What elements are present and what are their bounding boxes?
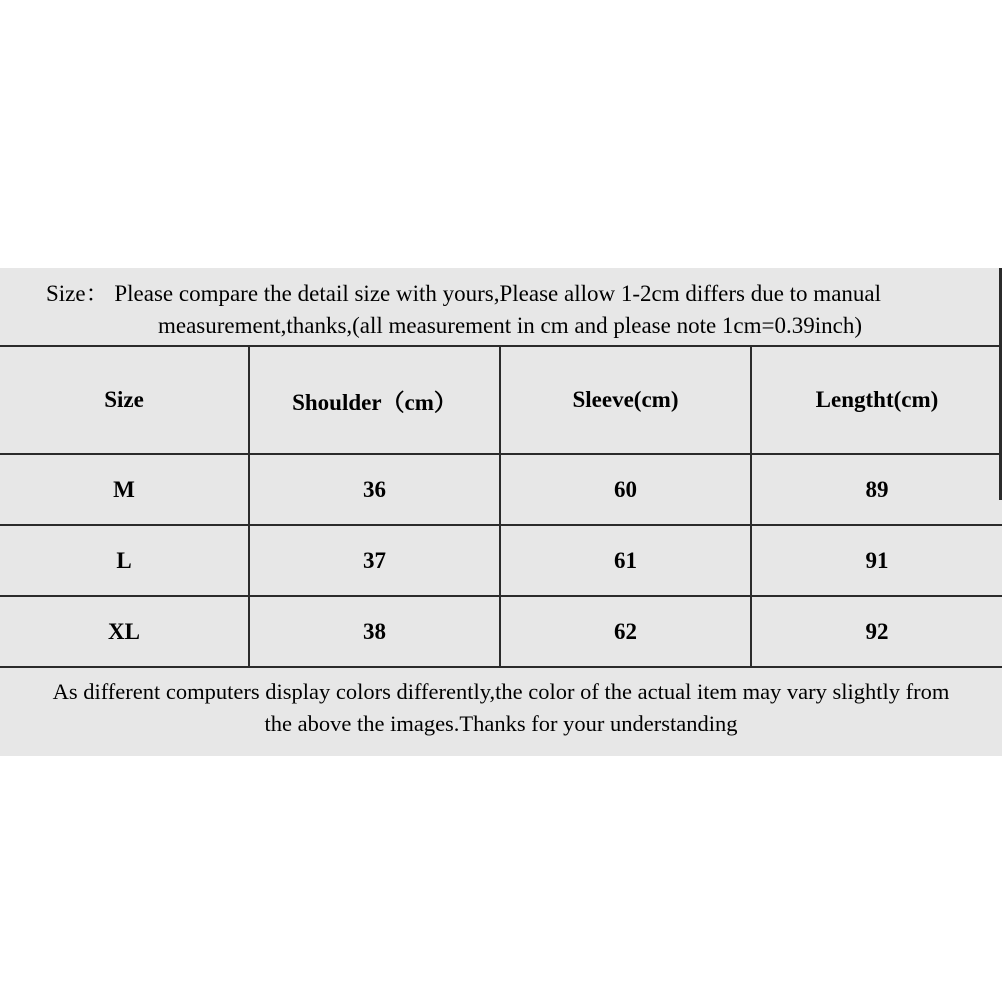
intro-text-1: Please compare the detail size with yours,Please allow 1-2cm differs due to manual	[114, 281, 882, 306]
size-chart-sheet	[0, 268, 1002, 756]
cell-length: 91	[751, 525, 1002, 596]
column-header-length: Lengtht(cm)	[751, 346, 1002, 454]
cell-size: M	[0, 454, 249, 525]
cell-shoulder: 37	[249, 525, 500, 596]
disclaimer-note	[0, 668, 1002, 756]
disclaimer-line-2: the above the images.Thanks for your understanding	[264, 711, 738, 737]
column-header-sleeve: Sleeve(cm)	[500, 346, 751, 454]
size-table	[0, 345, 1002, 668]
cell-sleeve: 61	[500, 525, 751, 596]
table-row	[0, 454, 1002, 525]
cell-size: L	[0, 525, 249, 596]
cell-length: 92	[751, 596, 1002, 667]
cell-sleeve: 60	[500, 454, 751, 525]
cell-length: 89	[751, 454, 1002, 525]
intro-line-1	[12, 278, 990, 310]
intro-note	[0, 268, 1002, 345]
table-row	[0, 596, 1002, 667]
disclaimer-line-1: As different computers display colors differently,the color of the actual item may vary slightly from	[52, 679, 950, 705]
cell-shoulder: 36	[249, 454, 500, 525]
table-header-row	[0, 346, 1002, 454]
table-row	[0, 525, 1002, 596]
column-header-shoulder: Shoulder（cm）	[249, 346, 500, 454]
size-label: Size：	[46, 281, 109, 306]
intro-line-2: measurement,thanks,(all measurement in cm and please note 1cm=0.39inch)	[157, 312, 862, 338]
column-header-size: Size	[0, 346, 249, 454]
cell-sleeve: 62	[500, 596, 751, 667]
cell-size: XL	[0, 596, 249, 667]
cell-shoulder: 38	[249, 596, 500, 667]
